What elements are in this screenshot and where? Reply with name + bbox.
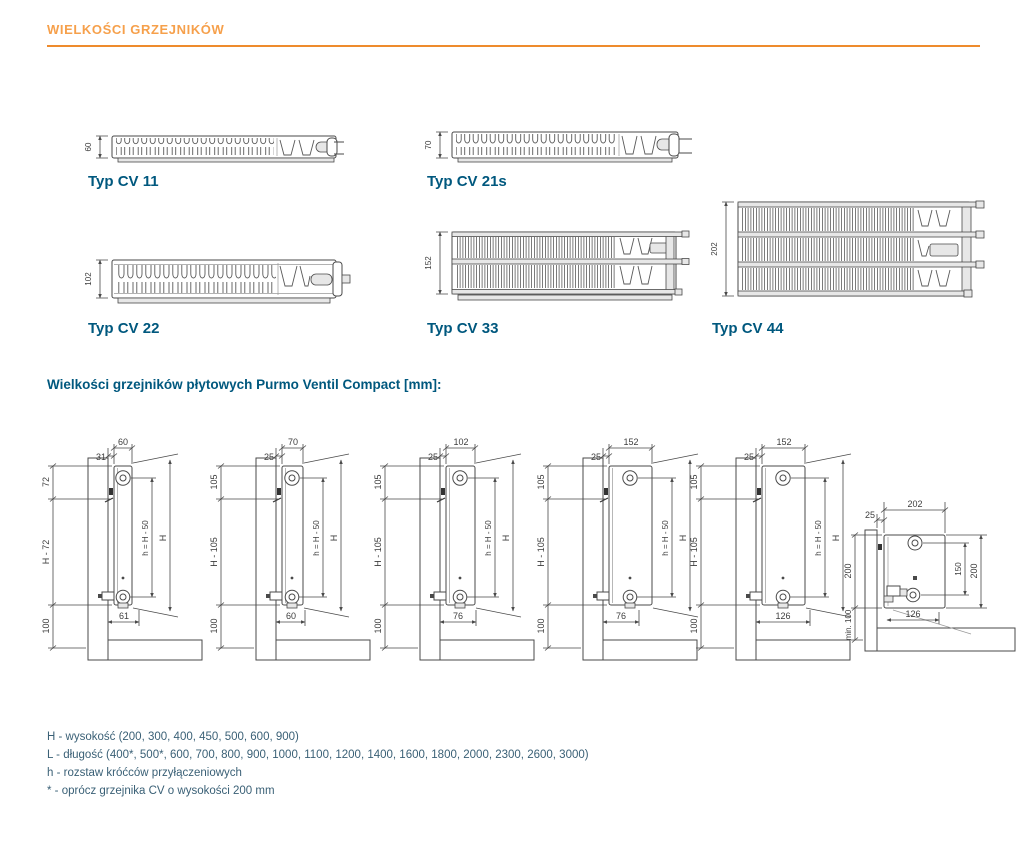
dim-middle: H - 105 [536, 537, 546, 567]
type-label-cv21s: Typ CV 21s [427, 173, 507, 190]
note-pipe-spacing: h - rozstaw króćców przyłączeniowych [47, 767, 242, 779]
radiator-top-view [738, 201, 984, 297]
dim-gap: 25 [864, 510, 875, 520]
dim-top: 105 [373, 474, 383, 490]
dim-bottom: 126 [905, 609, 921, 619]
mount-diagram-cv33 [535, 426, 705, 678]
dim-pipe: h = H - 50 [141, 520, 150, 556]
depth-dimension [710, 202, 734, 296]
dim-middle: H - 105 [209, 537, 219, 567]
radiator-side-view [746, 466, 805, 608]
dim-bottom: 60 [285, 611, 297, 621]
wall-and-floor [256, 458, 370, 660]
cross-section-cv33 [412, 226, 702, 322]
dim-bottom: 61 [118, 611, 130, 621]
dim-gap: 25 [263, 452, 274, 462]
dim-depth: 152 [776, 437, 792, 447]
dim-label-depth: 60 [84, 142, 93, 152]
type-label-cv22: Typ CV 22 [88, 320, 160, 337]
depth-dimension [84, 136, 108, 158]
dim-gap: 31 [95, 452, 106, 462]
dim-height: 200 [843, 563, 853, 579]
wall-and-floor [420, 458, 534, 660]
dim-label-depth: 102 [84, 272, 93, 286]
dim-depth: 102 [453, 437, 469, 447]
dim-pipe-spacing: 150 [954, 562, 963, 576]
dim-bottom: 76 [615, 611, 627, 621]
dim-height: H [158, 534, 168, 542]
radiator-top-view [452, 231, 689, 300]
dim-depth: 152 [623, 437, 639, 447]
radiator-side-view [878, 535, 971, 634]
radiator-top-view [112, 260, 350, 303]
dim-label-depth: 70 [424, 140, 433, 150]
dim-label-depth: 202 [710, 242, 719, 256]
dim-floor: 100 [209, 618, 219, 634]
dim-pipe: h = H - 50 [661, 520, 670, 556]
radiator-side-view [593, 466, 652, 608]
dim-height: H [678, 534, 688, 542]
dim-floor-min: min. 100 [844, 609, 853, 641]
dim-total-height: 200 [969, 563, 979, 579]
dim-bottom: 76 [452, 611, 464, 621]
dim-floor: 100 [536, 618, 546, 634]
dimension-lines [48, 444, 178, 651]
dim-width: 202 [907, 499, 923, 509]
type-label-cv33: Typ CV 33 [427, 320, 499, 337]
cross-section-cv11 [72, 130, 362, 172]
radiator-top-view [112, 136, 344, 162]
radiator-side-view [266, 466, 303, 608]
dim-pipe: h = H - 50 [814, 520, 823, 556]
mount-diagram-cv11 [40, 426, 210, 678]
cross-section-cv21s [412, 126, 702, 176]
dim-top: 105 [689, 474, 699, 490]
depth-dimension [424, 132, 448, 158]
radiator-side-view [98, 466, 132, 608]
dim-depth: 70 [287, 437, 299, 447]
dim-gap: 25 [427, 452, 438, 462]
radiator-top-view [452, 132, 692, 162]
title-rule [47, 45, 980, 47]
dim-height: H [831, 534, 841, 542]
dim-pipe: h = H - 50 [484, 520, 493, 556]
note-length: L - długość (400*, 500*, 600, 700, 800, 900, 1000, 1100, 1200, 1400, 1600, 1800, 2000, 2300, 2600, 3000) [47, 749, 589, 761]
dim-floor: 100 [689, 618, 699, 634]
mount-diagram-cv22 [372, 426, 542, 678]
dim-pipe: h = H - 50 [312, 520, 321, 556]
note-asterisk: * - oprócz grzejnika CV o wysokości 200 mm [47, 785, 275, 797]
type-label-cv11: Typ CV 11 [88, 173, 159, 190]
dim-floor: 100 [373, 618, 383, 634]
depth-dimension [84, 260, 108, 298]
dim-height: H [329, 534, 339, 542]
dim-label-depth: 152 [424, 256, 433, 270]
dim-bottom: 126 [775, 611, 791, 621]
page-title: WIELKOŚCI GRZEJNIKÓW [47, 22, 225, 37]
dim-height: H [501, 534, 511, 542]
type-label-cv44: Typ CV 44 [712, 320, 784, 337]
mount-diagram-cv21s [208, 426, 378, 678]
radiator-side-view [430, 466, 475, 608]
dim-top: 105 [536, 474, 546, 490]
mount-diagram-cv44 [688, 426, 858, 678]
dim-top: 105 [209, 474, 219, 490]
dim-middle: H - 105 [689, 537, 699, 567]
dim-floor: 100 [41, 618, 51, 634]
cross-section-cv22 [72, 254, 362, 320]
dim-gap: 25 [590, 452, 601, 462]
dim-middle: H - 105 [373, 537, 383, 567]
dim-gap: 25 [743, 452, 754, 462]
dim-middle: H - 72 [41, 539, 51, 565]
corner-detail-diagram [843, 478, 1027, 670]
wall-and-floor [88, 458, 202, 660]
dim-depth: 60 [117, 437, 129, 447]
section-heading: Wielkości grzejników płytowych Purmo Ventil Compact [mm]: [47, 377, 442, 392]
depth-dimension [424, 232, 448, 294]
dim-top: 72 [41, 476, 51, 488]
cross-section-cv44 [700, 196, 1000, 328]
note-height: H - wysokość (200, 300, 400, 450, 500, 600, 900) [47, 731, 299, 743]
